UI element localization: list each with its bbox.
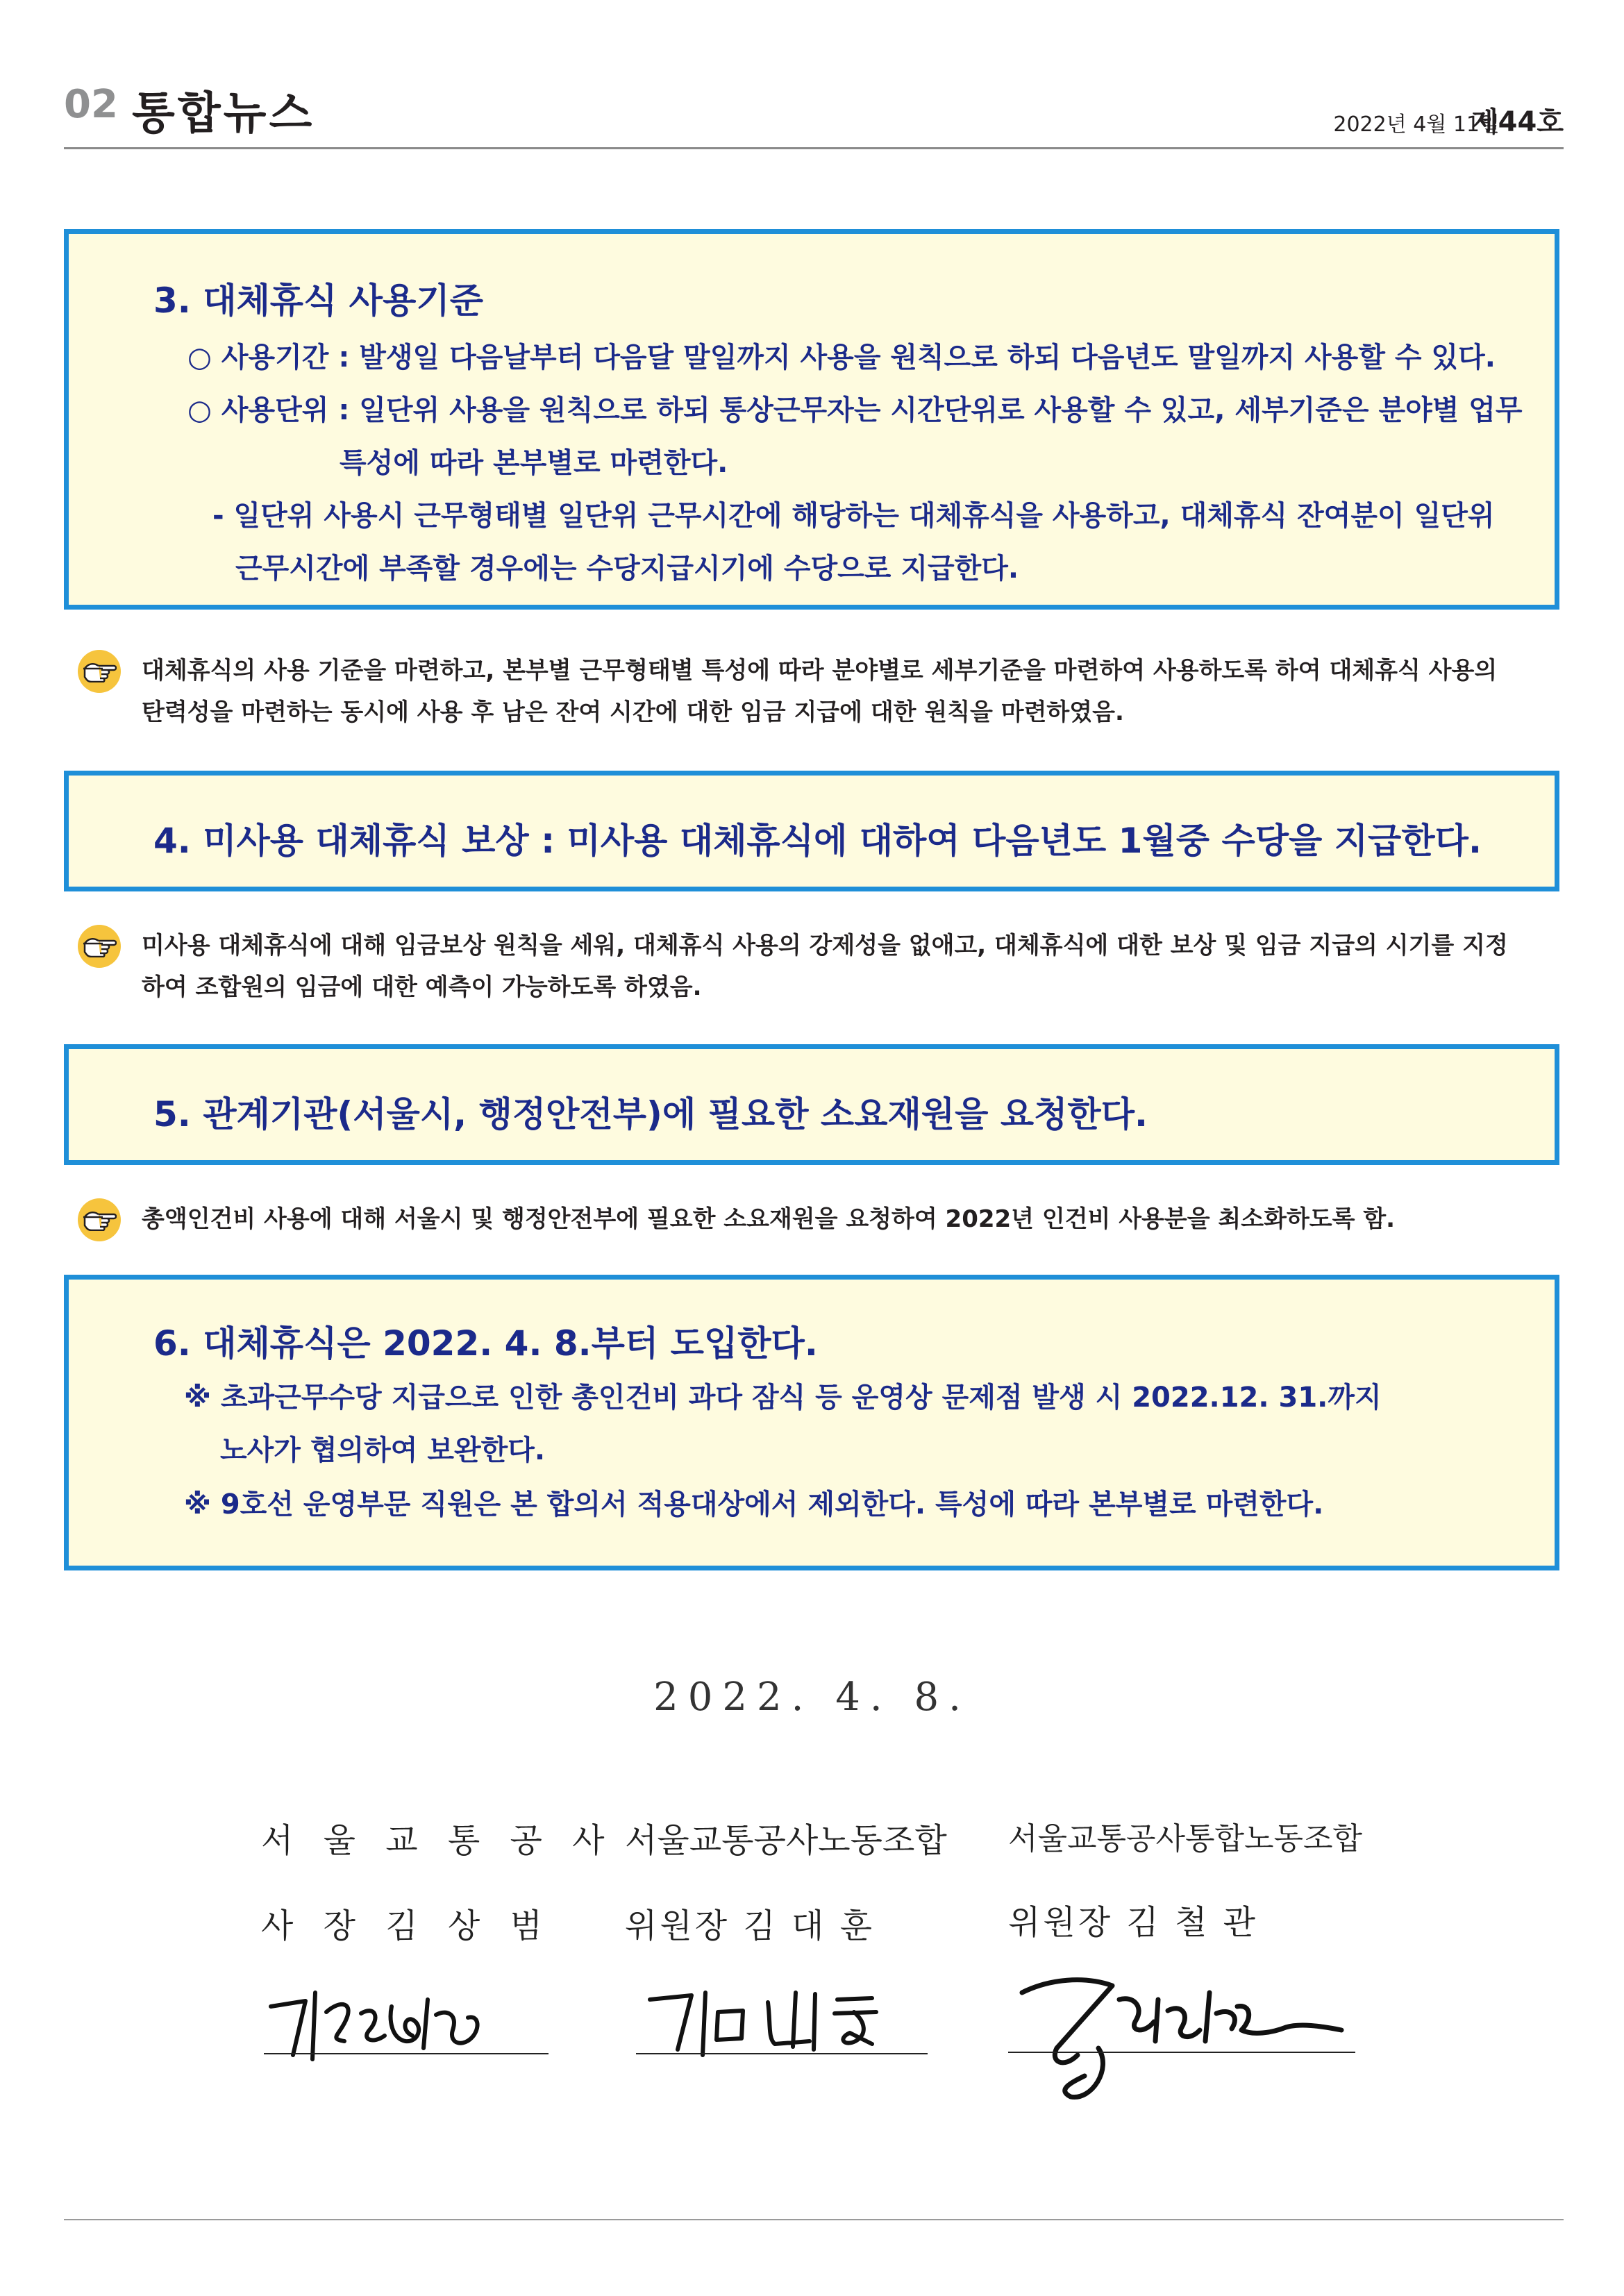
signatory-org: 서울교통공사노동조합 — [625, 1821, 947, 1860]
section-3-line: 특성에 따라 본부별로 마련한다. — [340, 447, 728, 479]
signature-block — [1008, 1813, 1362, 1943]
note-4-line: 하여 조합원의 임금에 대한 예측이 가능하도록 하였음. — [142, 973, 702, 1001]
section-title: 통합뉴스 — [132, 88, 315, 140]
page-number: 02 — [64, 82, 118, 127]
section-5-title: 5. 관계기관(서울시, 행정안전부)에 필요한 소요재원을 요청한다. — [153, 1094, 1148, 1134]
signatory-org: 서 울 교 통 공 사 — [261, 1821, 614, 1860]
section-5-box — [64, 1044, 1559, 1165]
signatory-role: 위원장 김 대 훈 — [625, 1907, 875, 1945]
section-3-title: 3. 대체휴식 사용기준 — [153, 280, 483, 321]
note-3-line: 탄력성을 마련하는 동시에 사용 후 남은 잔여 시간에 대한 임금 지급에 대한 원칙을 마련하였음. — [142, 698, 1124, 726]
note-4 — [78, 925, 1536, 1015]
signature-block — [625, 1813, 947, 1947]
section-6-title: 6. 대체휴식은 2022. 4. 8.부터 도입한다. — [153, 1323, 818, 1364]
handwritten-signature-3 — [1008, 1944, 1369, 2111]
section-4-box — [64, 771, 1559, 891]
note-3-line: 대체휴식의 사용 기준을 마련하고, 본부별 근무형태별 특성에 따라 분야별로 세부기준을 마련하여 사용하도록 하여 대체휴식 사용의 — [142, 657, 1498, 685]
signatory-org: 서울교통공사통합노동조합 — [1008, 1821, 1363, 1857]
agreement-date: 2022. 4. 8. — [653, 1675, 971, 1720]
issue-date: 2022년 4월 11일 — [1333, 112, 1500, 137]
note-4-line: 미사용 대체휴식에 대해 임금보상 원칙을 세워, 대체휴식 사용의 강제성을 없애고, 대체휴식에 대한 보상 및 임금 지급의 시기를 지정 — [142, 932, 1508, 960]
section-6-line: 노사가 협의하여 보완한다. — [220, 1434, 546, 1466]
section-6-line: ※ 9호선 운영부문 직원은 본 합의서 적용대상에서 제외한다. 특성에 따라 본부별로 마련한다. — [184, 1489, 1324, 1520]
handwritten-signature-2 — [629, 1972, 935, 2069]
note-5-line: 총액인건비 사용에 대해 서울시 및 행정안전부에 필요한 소요재원을 요청하여 2022년 인건비 사용분을 최소화하도록 함. — [142, 1205, 1396, 1233]
footer-divider — [64, 2219, 1564, 2220]
section-3-box — [64, 229, 1559, 610]
section-6-box — [64, 1275, 1559, 1570]
section-3-line: 근무시간에 부족할 경우에는 수당지급시기에 수당으로 지급한다. — [235, 553, 1019, 585]
section-3-line: ○ 사용기간 : 발생일 다음날부터 다음달 말일까지 사용을 원칙으로 하되 다음년도 말일까지 사용할 수 있다. — [187, 342, 1496, 374]
issue-number: 제44호 — [1471, 106, 1564, 138]
note-3 — [78, 650, 1536, 740]
section-3-line: ○ 사용단위 : 일단위 사용을 원칙으로 하되 통상근무자는 시간단위로 사용할 수 있고, 세부기준은 분야별 업무 — [187, 394, 1523, 426]
section-6-line: ※ 초과근무수당 지급으로 인한 총인건비 과다 잠식 등 운영상 문제점 발생 시 2022.12. 31.까지 — [184, 1382, 1382, 1414]
handwritten-signature-1 — [257, 1972, 562, 2069]
signatory-role: 위원장 김 철 관 — [1008, 1903, 1258, 1942]
pointing-hand-icon — [78, 650, 121, 693]
page-header — [64, 82, 1564, 149]
pointing-hand-icon — [78, 925, 121, 968]
note-5 — [78, 1198, 1536, 1247]
section-4-title: 4. 미사용 대체휴식 보상 : 미사용 대체휴식에 대하여 다음년도 1월중 수당을 지급한다. — [153, 821, 1482, 861]
section-3-line: - 일단위 사용시 근무형태별 일단위 근무시간에 해당하는 대체휴식을 사용하고, 대체휴식 잔여분이 일단위 — [212, 500, 1495, 532]
header-divider — [64, 147, 1564, 149]
signatory-role: 사 장 김 상 범 — [261, 1907, 552, 1945]
pointing-hand-icon — [78, 1198, 121, 1241]
signature-block — [261, 1813, 614, 1947]
